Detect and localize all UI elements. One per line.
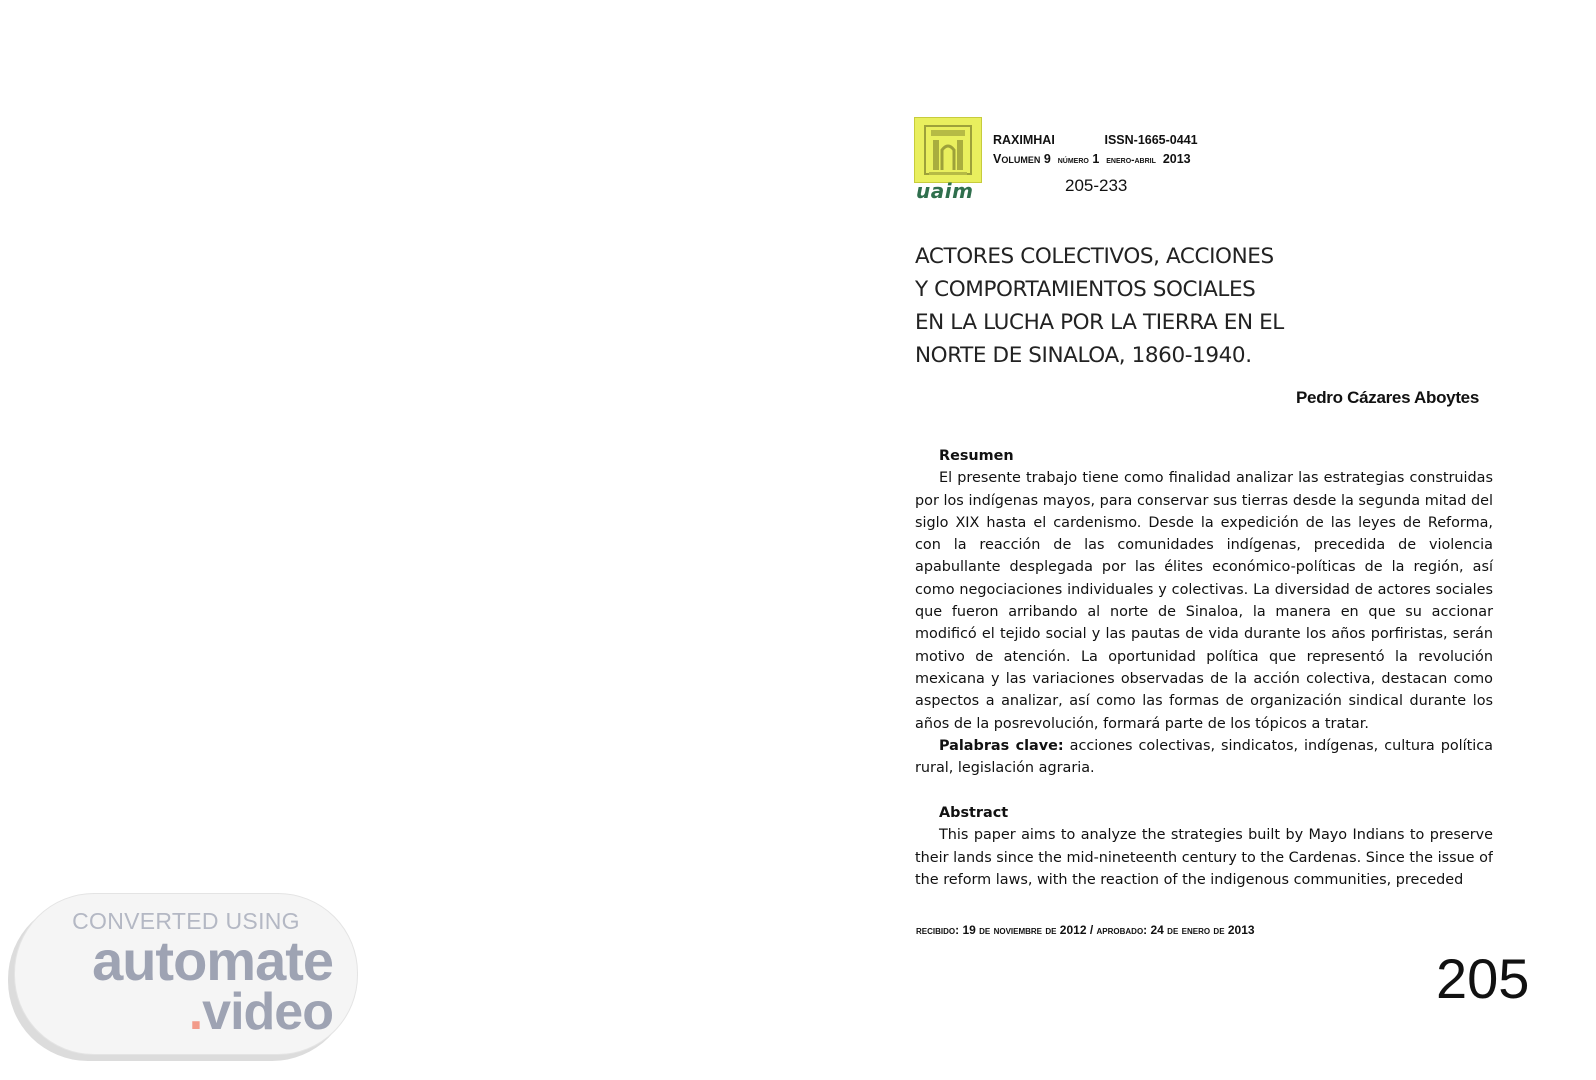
watermark-caption: CONVERTED USING — [72, 908, 300, 934]
title-line: Y COMPORTAMIENTOS SOCIALES — [915, 277, 1256, 302]
logo-emblem-icon — [914, 117, 982, 183]
title-line: NORTE DE SINALOA, 1860-1940. — [915, 343, 1252, 368]
issue-period: enero-abril — [1106, 155, 1156, 166]
keywords-paragraph — [915, 735, 1493, 780]
abstract-heading: Abstract — [939, 805, 1009, 821]
issue-number: 1 — [1092, 152, 1100, 166]
page-range: 205-233 — [1065, 176, 1128, 195]
journal-name: RAXIMHAI — [993, 133, 1055, 147]
abstract-section — [915, 802, 1493, 892]
watermark-brand: automate — [92, 929, 333, 992]
article-title — [915, 240, 1335, 372]
resumen-section — [915, 445, 1493, 779]
keywords-label: Palabras clave: — [939, 737, 1064, 754]
keywords-text: acciones colectivas, sindicatos, indígenas, cultura política rural, legislación agraria. — [915, 737, 1493, 777]
journal-logo — [914, 117, 982, 203]
page-number: 205 — [1436, 947, 1530, 1010]
journal-masthead — [993, 133, 1198, 166]
received-approved-dates: recibido: 19 de noviembre de 2012 / aprobado: 24 de enero de 2013 — [916, 923, 1255, 937]
resumen-body: El presente trabajo tiene como finalidad analizar las estrategias construidas por los indígenas mayos, para conservar sus tierras desde la segunda mitad del siglo XIX hasta el cardenismo. Desde la expedición de las leyes de Reforma, con la reacción de las comunidades indígenas, precedida de violencia apabullante desplegada por las élites económico-políticas de la región, así como negociaciones individuales y colectivas. La diversidad de actores sociales que fueron arribando al norte de Sinaloa, la manera en que su accionar modificó el tejido social y las pautas de vida durante los años porfiristas, serán motivo de atención. La oportunidad política que representó la revolución mexicana y las variaciones observadas de la acción colectiva, destacan como aspectos a analizar, así como las formas de organización sindical durante los años de la posrevolución, formará parte de los tópicos a tratar. — [915, 470, 1493, 732]
number-label: número — [1057, 155, 1089, 166]
logo-wordmark: uaim — [916, 179, 974, 203]
watermark-dot: . — [188, 983, 203, 1041]
watermark-suffix-text: video — [202, 983, 333, 1041]
resumen-heading: Resumen — [939, 448, 1014, 464]
article-author: Pedro Cázares Aboytes — [1296, 388, 1479, 407]
issue-year: 2013 — [1162, 152, 1191, 166]
title-line: EN LA LUCHA POR LA TIERRA EN EL — [915, 310, 1284, 335]
watermark-badge — [14, 893, 358, 1055]
journal-issn: ISSN-1665-0441 — [1104, 133, 1198, 147]
volume-label: Volumen — [993, 152, 1041, 166]
abstract-body: This paper aims to analyze the strategies built by Mayo Indians to preserve their lands since the mid-nineteenth century to the Cardenas. Since the issue of the reform laws, with the reaction of the indigenous communities, preceded — [915, 827, 1493, 888]
watermark-brand-suffix — [15, 982, 333, 1042]
volume-number: 9 — [1043, 152, 1051, 166]
title-line: ACTORES COLECTIVOS, ACCIONES — [915, 244, 1274, 269]
